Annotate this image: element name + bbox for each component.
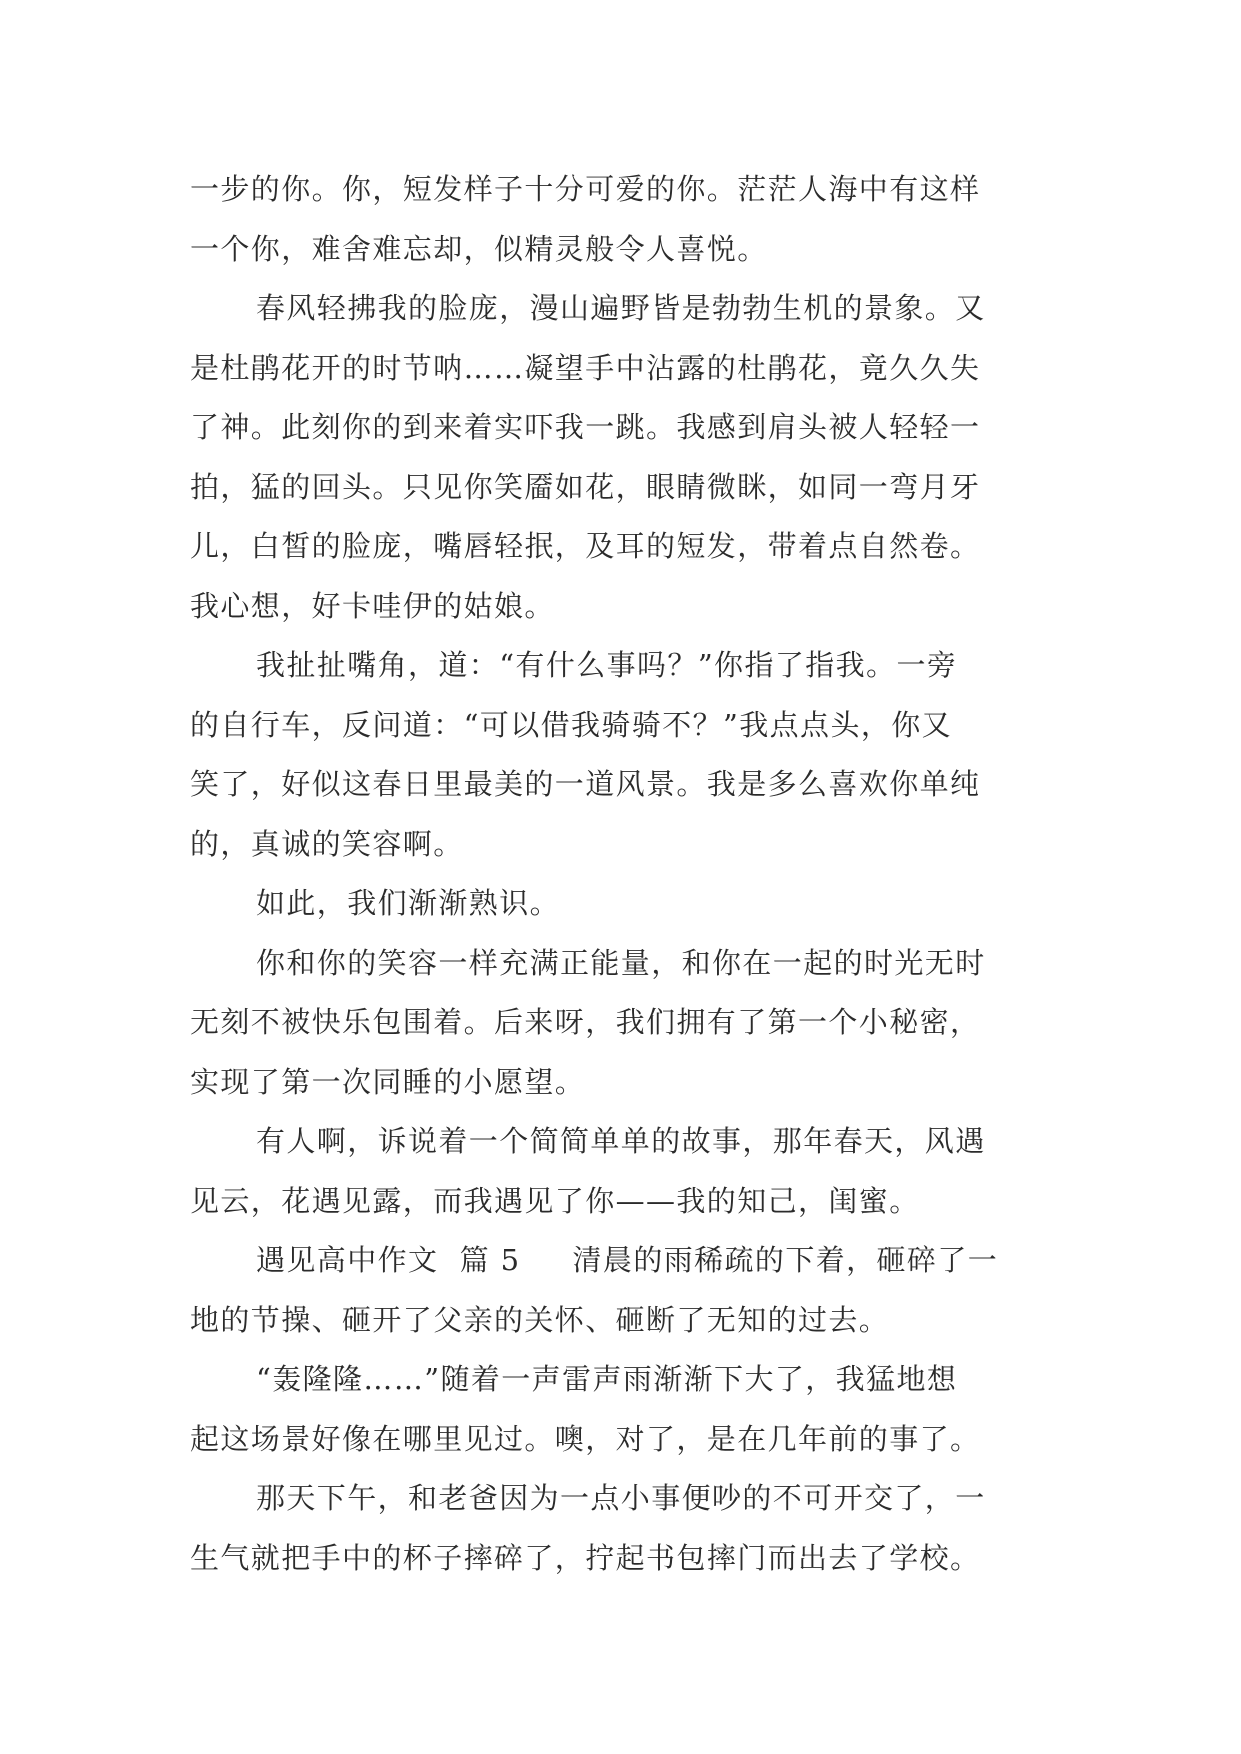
paragraph-start-line: 我扯扯嘴角，道：“有什么事吗？”你指了指我。一旁 — [256, 648, 958, 682]
essay-body — [190, 160, 1070, 1588]
text-line: 笑了，好似这春日里最美的一道风景。我是多么喜欢你单纯 — [190, 767, 981, 801]
text-line: 生气就把手中的杯子摔碎了，拧起书包摔门而出去了学校。 — [190, 1540, 981, 1575]
text-line: 地的节操、砸开了父亲的关怀、砸断了无知的过去。 — [190, 1302, 890, 1337]
text-line: 儿，白皙的脸庞，嘴唇轻抿，及耳的短发，带着点自然卷。 — [190, 529, 981, 563]
paragraph-start-line: 如此，我们渐渐熟识。 — [256, 886, 561, 920]
text-line: 一步的你。你，短发样子十分可爱的你。茫茫人海中有这样 — [190, 172, 981, 206]
paragraph-start-line: “轰隆隆……”随着一声雷声雨渐渐下大了，我猛地想 — [256, 1362, 958, 1396]
text-line: 见云，花遇见露，而我遇见了你——我的知己，闺蜜。 — [190, 1183, 920, 1218]
paragraph-start-line: 那天下午，和老爸因为一点小事便吵的不可开交了，一 — [256, 1481, 986, 1515]
text-line: 是杜鹃花开的时节呐……凝望手中沾露的杜鹃花，竟久久失 — [190, 350, 981, 385]
text-line: 实现了第一次同睡的小愿望。 — [190, 1064, 586, 1099]
section-heading: 遇见高中作文 篇 5 — [256, 1243, 521, 1277]
text-line: 了神。此刻你的到来着实吓我一跳。我感到肩头被人轻轻一 — [190, 410, 981, 444]
paragraph-start-line: 你和你的笑容一样充满正能量，和你在一起的时光无时 — [256, 945, 986, 980]
text-line: 的，真诚的笑容啊。 — [190, 826, 464, 861]
text-line: 拍，猛的回头。只见你笑靥如花，眼睛微眯，如同一弯月牙 — [190, 469, 981, 504]
text-line: 无刻不被快乐包围着。后来呀，我们拥有了第一个小秘密， — [190, 1005, 981, 1039]
paragraph-start-line: 春风轻拂我的脸庞，漫山遍野皆是勃勃生机的景象。又 — [256, 291, 986, 325]
text-line: 起这场景好像在哪里见过。噢，对了，是在几年前的事了。 — [190, 1421, 981, 1456]
text-line: 我心想，好卡哇伊的姑娘。 — [190, 588, 555, 623]
text-line: 一个你，难舍难忘却，似精灵般令人喜悦。 — [190, 231, 768, 266]
text-line: 的自行车，反问道：“可以借我骑骑不？”我点点头，你又 — [190, 707, 953, 742]
section-heading-line — [190, 1231, 1070, 1291]
section-first-text: 清晨的雨稀疏的下着，砸碎了一 — [572, 1243, 999, 1277]
paragraph-start-line: 有人啊，诉说着一个简简单单的故事，那年春天，风遇 — [256, 1124, 986, 1158]
